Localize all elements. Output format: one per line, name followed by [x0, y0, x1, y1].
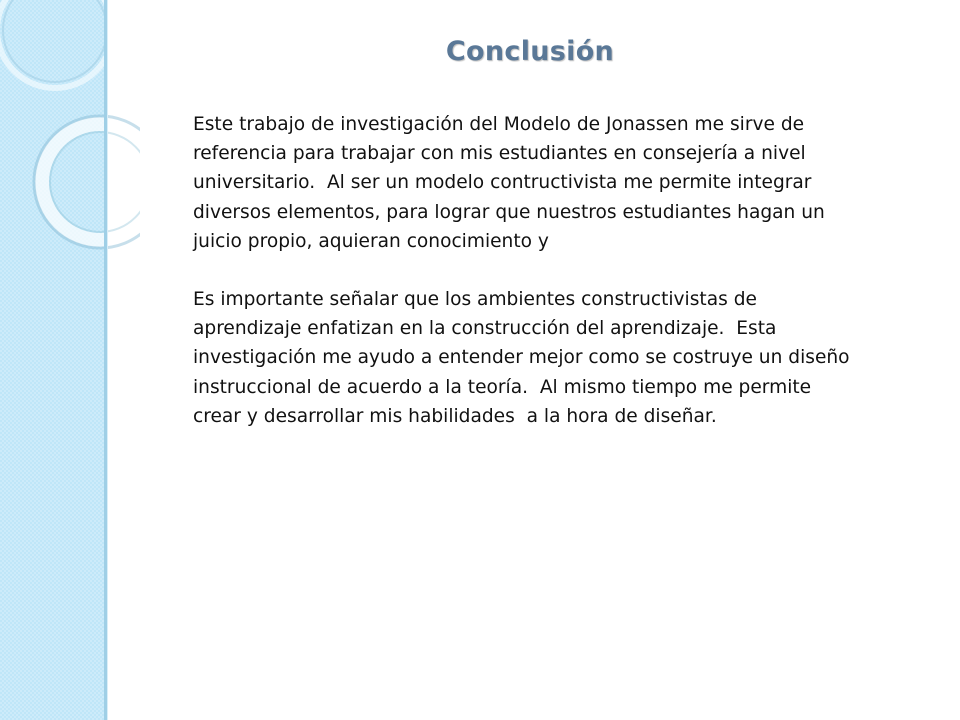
slide-body — [193, 110, 856, 431]
sidebar-border-highlight — [107, 0, 108, 720]
paragraph-2: Es importante señalar que los ambientes constructivistas de aprendizaje enfatizan en la construcción del aprendizaje. Esta investigación me ayudo a entender mejor como se costruye un diseño instruccional de acuerdo a la teoría. Al mismo tiempo me permite crear y desarrollar mis habilidades a la hora de diseñar. — [193, 289, 856, 427]
paragraph-1: Este trabajo de investigación del Modelo de Jonassen me sirve de referencia para trabajar con mis estudiantes en consejería a nivel universitario. Al ser un modelo contructivista me permite integrar diversos elementos, para lograr que nuestros estudiantes hagan un juicio propio, aquieran conocimiento y — [193, 114, 831, 252]
slide-title: Conclusión — [445, 36, 615, 67]
